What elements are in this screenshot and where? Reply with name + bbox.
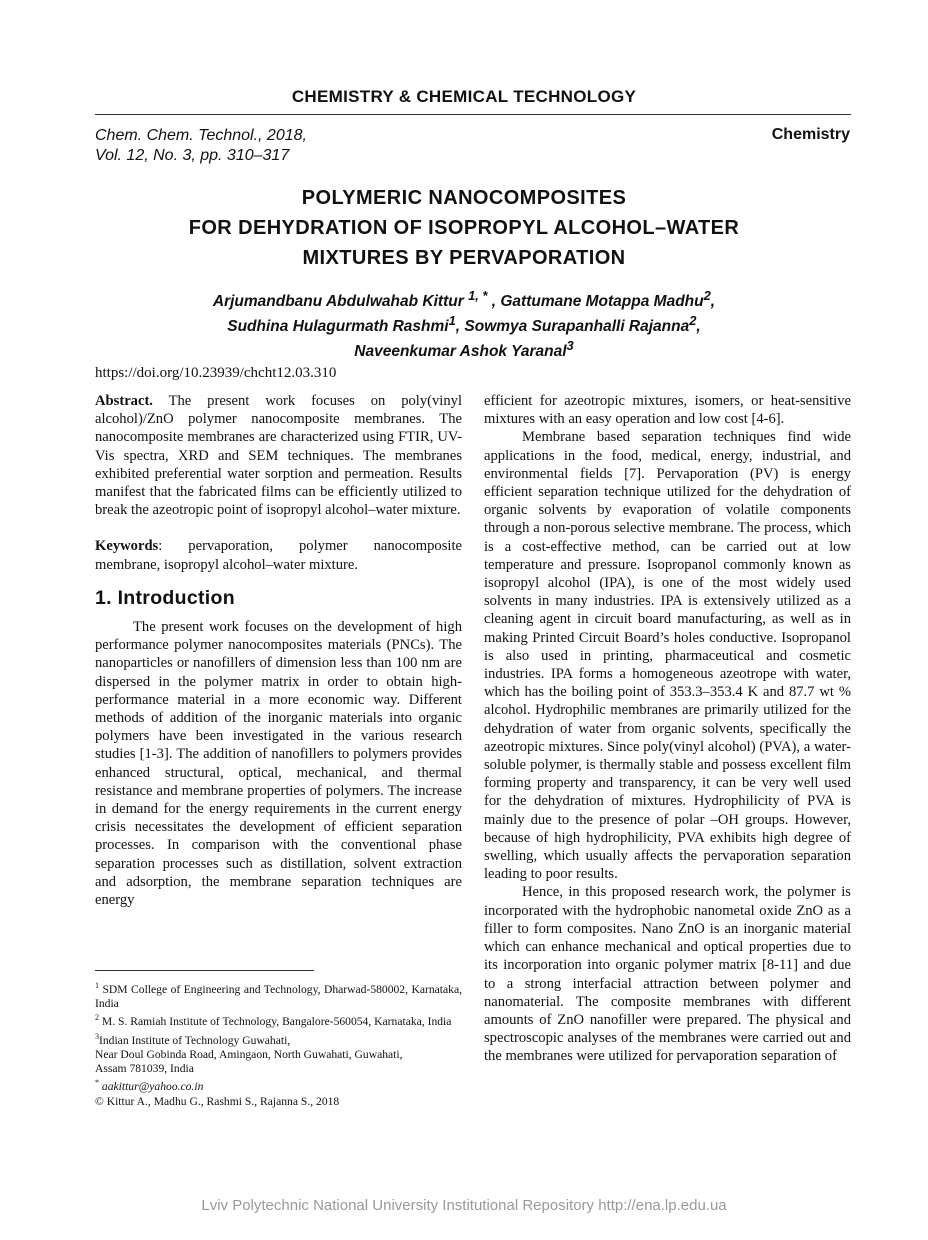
author-name: Sowmya Surapanhalli Rajanna <box>464 318 690 336</box>
footnote-line: Near Doul Gobinda Road, Amingaon, North Guwahati, Guwahati, <box>95 1047 403 1061</box>
author-name: Naveenkumar Ashok Yaranal <box>354 343 567 361</box>
keywords <box>95 537 462 573</box>
section-label: Chemistry <box>771 126 850 143</box>
article-title <box>0 183 928 273</box>
author-affiliation: 1 <box>448 313 456 329</box>
copyright: © Kittur A., Madhu G., Rashmi S., Rajanna S., 2018 <box>95 1094 340 1108</box>
footnote: $^2$ M. S. Ramiah Institute of Technology, Bangalore-560054, Karnataka, India <box>95 1013 452 1029</box>
journal-name: CHEMISTRY & CHEMICAL TECHNOLOGY <box>291 87 637 106</box>
paragraph-continuation: efficient for azeotropic mixtures, isomers, or heat-sensitive mixtures with an easy operation and low cost [4-6]. <box>484 393 851 428</box>
author-affiliation: 3 <box>566 338 574 354</box>
abstract-text: The present work focuses on poly(vinyl alcohol)/ZnO polymer nanocomposite membranes. The nanocomposite membranes are characterized using FTIR, UV-Vis spectra, XRD and SEM techniques. The membranes exhibited preferential water sorption and permeation. Results manifest that the fabricated films can be efficiently utilized to break the azeotropic point of isopropyl alcohol–water mixture. <box>95 393 462 519</box>
left-column <box>95 392 462 909</box>
author-affiliation: 1, * <box>468 288 488 303</box>
abstract-label: Abstract. <box>95 393 153 409</box>
keywords-text: : pervaporation, polymer nanocomposite membrane, isopropyl alcohol–water mixture. <box>95 538 462 573</box>
author-affiliation: 2 <box>703 288 711 303</box>
repository-footer: Lviv Polytechnic National University Institutional Repository http://ena.lp.edu.ua <box>201 1197 727 1214</box>
footnote-line: Assam 781039, India <box>95 1062 194 1076</box>
footnote: $^1$ SDM College of Engineering and Technology, Dharwad-580002, Karnataka, India <box>95 981 462 1011</box>
keywords-label: Keywords <box>95 538 159 555</box>
title-line-3: MIXTURES BY PERVAPORATION <box>302 247 626 269</box>
footnote-email: * aakittur@yahoo.co.in <box>95 1078 204 1094</box>
author-list <box>0 286 928 361</box>
authors-line-3 <box>0 336 928 361</box>
doi-link[interactable]: https://doi.org/10.23939/chcht12.03.310 <box>95 365 337 381</box>
author-name: Gattumane Motappa Madhu <box>500 293 704 311</box>
abstract <box>95 392 462 519</box>
intro-paragraph: The present work focuses on the development of high performance polymer nanocomposites materials (PNCs). The nanoparticles or nanofillers of dimension less than 100 nm are dispersed in the polymer matrix in order to obtain high-performance material in a more economic way. Different methods of addition of the inorganic materials into organic polymers have been investigated in the various research studies [1-3]. The addition of nanofillers to polymers provides enhanced structural, optical, mechanical, and thermal resistance and membrane properties of polymers. The increase in demand for the energy requirements in the current energy crisis necessitates the development of efficient separation processes. In comparison with the conventional phase separation processes such as distillation, solvent extraction and adsorption, the membrane separation techniques are energy <box>95 619 462 909</box>
authors-line-1: Arjumandbanu Abdulwahab Kittur $^{1, *}$ , Gattumane Motappa Madhu$^2$, <box>212 288 716 311</box>
title-line-2: FOR DEHYDRATION OF ISOPROPYL ALCOHOL–WATER <box>188 217 740 239</box>
title-line-1: POLYMERIC NANOCOMPOSITES <box>301 187 627 209</box>
footnote-divider <box>95 970 314 971</box>
citation <box>95 126 307 166</box>
author-name: Sudhina Hulagurmath Rashmi <box>227 318 449 336</box>
author-name: Arjumandbanu Abdulwahab Kittur <box>212 293 464 311</box>
pervaporation-paragraph: Membrane based separation techniques find wide applications in the food, medical, energy, industrial, and environmental fields [7]. Pervaporation (PV) is energy efficient separation technique utilized for the dehydration of organic solvents by evaporation of volatile components through a non-porous selective membrane. The process, which is a cost-effective method, can be carried out at low temperature and pressure. Isopropanol commonly known as isopropyl alcohol (IPA), is one of the most widely used solvents in many industries. IPA is extensively utilized as a cleaning agent in circuit board manufacturing, as well as in making Printed Circuit Board’s holes conductive. Isopropanol is also used in printing, pharmaceutical and cosmetic industries. IPA forms a homogeneous azeotrope with water, which has the boiling point of 353.3–353.4 K and 87.7 wt % alcohol. Hydrophilic membranes are primarily utilized for the dehydration of water from organic solvents, specifically the azeotropic mixtures. Since poly(vinyl alcohol) (PVA), a water-soluble polymer, is thermally stable and possess excellent film forming property and transparency, it can be very well used for the dehydration of mixtures. Hydrophilicity of PVA is mainly due to the presence of polar –OH groups. However, because of high hydrophilicity, PVA exhibits high degree of swelling, which usually affects the pervaporation separation leading to poor results. <box>484 429 851 883</box>
header-divider <box>95 114 851 115</box>
authors-line-2: Sudhina Hulagurmath Rashmi$^1$, Sowmya Surapanhalli Rajanna$^2$, <box>227 313 701 336</box>
zno-paragraph: Hence, in this proposed research work, the polymer is incorporated with the hydrophobic nanometal oxide ZnO as a filler to form composites. Nano ZnO is an inorganic material which can enhance mechanical and optical properties due to its incorporation into organic polymer matrix [8-11] and due to a strong interfacial attraction between polymer and nanomaterial. The composite membranes with different amounts of ZnO nanofiller were prepared. The physical and spectroscopic analyses of the membranes were carried out and the membranes were utilized for pervaporation separation of <box>484 884 851 1065</box>
citation-line-2: Vol. 12, No. 3, pp. 310–317 <box>95 147 290 164</box>
footnote: $^3$Indian Institute of Technology Guwahati, <box>95 1031 291 1047</box>
author-affiliation: 2 <box>689 313 697 329</box>
section-heading: 1. Introduction <box>95 586 235 609</box>
citation-line-1: Chem. Chem. Technol., 2018, <box>95 127 307 144</box>
right-column <box>484 392 851 1066</box>
footnotes <box>95 979 462 1109</box>
